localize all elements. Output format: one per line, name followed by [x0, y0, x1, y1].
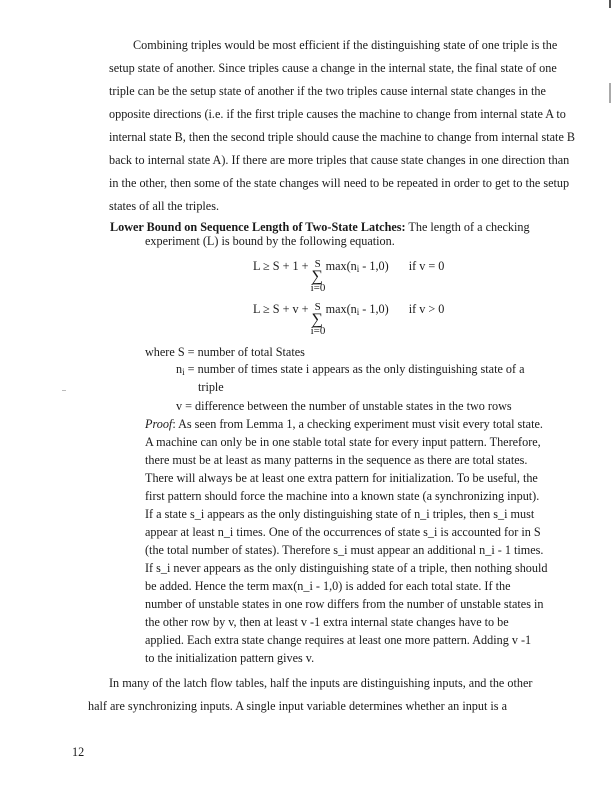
definition-var: n	[176, 362, 183, 376]
definition-ni	[176, 362, 525, 377]
proof-text: : As seen from Lemma 1, a checking experiment must visit every total state.	[172, 417, 543, 431]
sum-upper: S	[314, 301, 321, 313]
sigma-icon: ∑	[311, 311, 323, 328]
theorem-title: Lower Bound on Sequence Length of Two-State Latches:	[110, 220, 406, 234]
proof-line: If a state s_i appears as the only distinguishing state of n_i triples, then s_i must	[145, 507, 535, 521]
proof-line: number of unstable states in one row differs from the number of unstable states in	[145, 597, 544, 611]
proof-line: be added. Hence the term max(n_i - 1,0) is added for each total state. If the	[145, 579, 511, 593]
equation-1	[253, 258, 445, 294]
equation-condition: if v = 0	[408, 259, 445, 273]
definition-s: where S = number of total States	[145, 345, 305, 359]
proof-line: the other row by v, then at least v -1 extra internal state changes have to be	[145, 615, 509, 629]
theorem-intro	[110, 220, 530, 234]
text-line: back to internal state A). If there are more triples that cause state changes in one direction than	[109, 153, 570, 167]
sum-lower: i=0	[310, 282, 326, 294]
proof-label: Proof	[145, 417, 173, 431]
equation-body: max(n	[325, 302, 357, 316]
subscript: i	[182, 367, 185, 377]
definition-ni-cont: triple	[198, 380, 224, 394]
proof-line: first pattern should force the machine into a known state (a synchronizing input).	[145, 489, 540, 503]
equation-body-end: - 1,0)	[359, 302, 389, 316]
proof-line: There will always be at least one extra pattern for initialization. To be useful, the	[145, 471, 538, 485]
sigma-icon: ∑	[311, 268, 323, 285]
proof-line: (the total number of states). Therefore s_i must appear an additional n_i - 1 times.	[145, 543, 544, 557]
proof-line: A machine can only be in one stable total state for every input pattern. Therefore,	[145, 435, 541, 449]
equation-2	[253, 301, 445, 337]
theorem-intro-text: The length of a checking	[405, 220, 530, 234]
proof-line: If s_i never appears as the only distinguishing state of a triple, then nothing should	[145, 561, 548, 575]
page-number: 12	[72, 745, 85, 759]
text-line: in the other, then some of the state changes will need to be repeated in order to get to the setup	[109, 176, 570, 190]
proof-line: applied. Each extra state change requires at least one more pattern. Adding v -1	[145, 633, 532, 647]
subscript: i	[356, 264, 360, 274]
proof-line: there must be at least as many patterns in the sequence as there are total states.	[145, 453, 528, 467]
text-line: states of all the triples.	[109, 199, 219, 213]
equation-body: max(n	[325, 259, 357, 273]
equation-body-end: - 1,0)	[359, 259, 389, 273]
text-line: Combining triples would be most efficient if the distinguishing state of one triple is the	[133, 38, 558, 52]
proof-line	[145, 417, 543, 431]
proof-line: appear at least n_i times. One of the occurrences of state s_i is accounted for in S	[145, 525, 541, 539]
proof-line: to the initialization pattern gives v.	[145, 651, 315, 665]
equation-lhs: L ≥ S + 1 +	[253, 259, 312, 273]
scan-artifact	[62, 390, 66, 391]
definition-v: v = difference between the number of unstable states in the two rows	[176, 399, 512, 413]
text-line: half are synchronizing inputs. A single input variable determines whether an input is a	[88, 699, 508, 713]
sum-lower: i=0	[310, 325, 326, 337]
text-line: internal state B, then the second triple should cause the machine to change from internal state B	[109, 130, 576, 144]
text-line: opposite directions (i.e. if the first triple causes the machine to change from internal state A to	[109, 107, 566, 121]
text-line: triple can be the setup state of another if the two triples cause internal state changes in the	[109, 84, 546, 98]
definition-text: = number of times state i appears as the only distinguishing state of a	[184, 362, 525, 376]
equation-lhs: L ≥ S + v +	[253, 302, 312, 316]
text-line: setup state of another. Since triples cause a change in the internal state, the final state of one	[109, 61, 557, 75]
equation-condition: if v > 0	[408, 302, 445, 316]
text-line: In many of the latch flow tables, half the inputs are distinguishing inputs, and the other	[109, 676, 533, 690]
scan-artifact	[609, 83, 611, 103]
subscript: i	[356, 307, 360, 317]
sum-upper: S	[314, 258, 321, 270]
scan-artifact	[609, 0, 611, 8]
theorem-intro-line2: experiment (L) is bound by the following equation.	[145, 234, 395, 248]
